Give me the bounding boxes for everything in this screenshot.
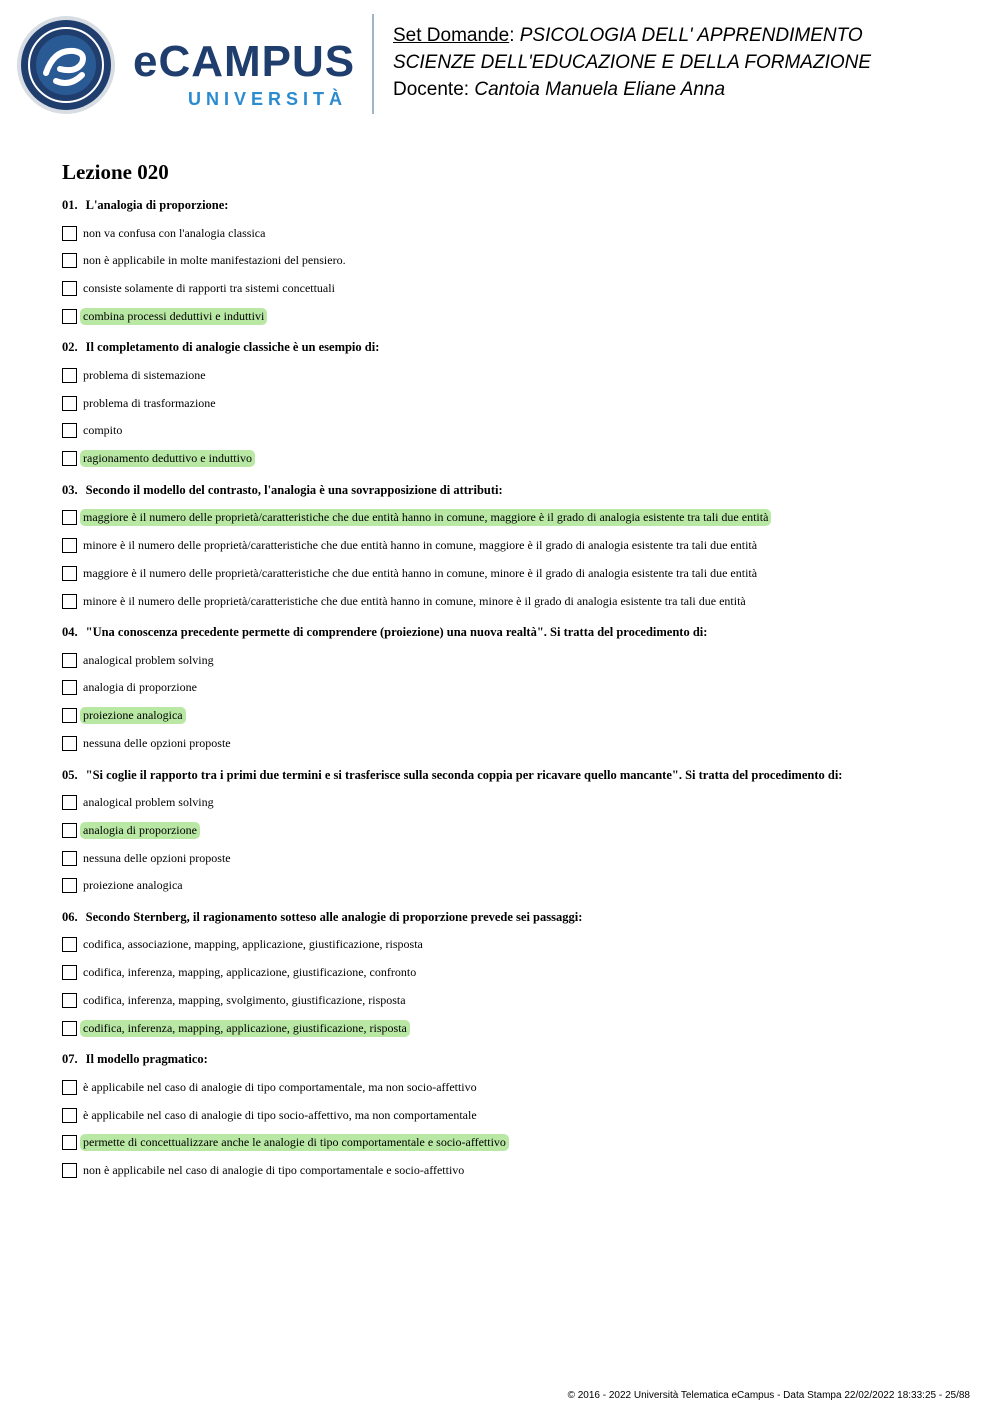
answer-option[interactable] — [62, 508, 962, 528]
answer-checkbox[interactable] — [62, 736, 77, 751]
header-info: Set Domande: PSICOLOGIA DELL' APPRENDIMENTO SCIENZE DELL'EDUCAZIONE E DELLA FORMAZIONE Docente: Cantoia Manuela Eliane Anna — [393, 25, 872, 100]
question-number: 06. — [62, 909, 78, 924]
question-text — [62, 197, 962, 213]
lesson-title: Lezione 020 — [62, 160, 169, 184]
question-number: 07. — [62, 1052, 78, 1067]
question-number: 03. — [62, 482, 78, 497]
page-footer: © 2016 - 2022 Università Telematica eCampus - Data Stampa 22/02/2022 18:33:25 - 25/88 — [567, 1390, 970, 1401]
question-number: 02. — [62, 340, 78, 355]
question-text — [62, 339, 962, 355]
answer-checkbox[interactable] — [62, 795, 77, 810]
question-text — [62, 482, 962, 498]
docente-label: Docente — [393, 79, 464, 100]
answer-text-correct: codifica, inferenza, mapping, applicazione, giustificazione, risposta — [80, 1020, 410, 1037]
answer-option[interactable] — [62, 991, 962, 1011]
question-label: "Una conoscenza precedente permette di comprendere (proiezione) una nuova realtà". Si tratta del procedimento di: — [85, 625, 708, 640]
question-text — [62, 909, 962, 925]
question-label: Secondo Sternberg, il ragionamento sotteso alle analogie di proporzione prevede sei passaggi: — [85, 909, 583, 924]
answer-checkbox[interactable] — [62, 309, 77, 324]
answer-checkbox[interactable] — [62, 653, 77, 668]
answer-text: analogical problem solving — [83, 795, 214, 810]
question-block — [62, 767, 962, 896]
answer-text: proiezione analogica — [83, 878, 183, 893]
answer-checkbox[interactable] — [62, 423, 77, 438]
answer-text: non è applicabile in molte manifestazioni del pensiero. — [83, 253, 346, 268]
answer-checkbox[interactable] — [62, 937, 77, 952]
answer-text-correct: analogia di proporzione — [80, 822, 200, 839]
ecampus-seal-logo — [16, 15, 116, 115]
answer-text: è applicabile nel caso di analogie di tipo socio-affettivo, ma non comportamentale — [83, 1107, 477, 1122]
answer-option[interactable] — [62, 793, 962, 813]
question-block — [62, 624, 962, 753]
question-text — [62, 624, 962, 640]
answer-option[interactable] — [62, 876, 962, 896]
question-label: Il completamento di analogie classiche è un esempio di: — [85, 340, 380, 355]
answer-text: analogia di proporzione — [83, 680, 197, 695]
question-number: 04. — [62, 625, 78, 640]
answer-text: codifica, inferenza, mapping, svolgimento, giustificazione, risposta — [83, 993, 406, 1008]
set-label: Set Domande — [393, 25, 510, 46]
answer-text: maggiore è il numero delle proprietà/caratteristiche che due entità hanno in comune, minore è il grado di analogia esistente tra tali due entità — [83, 565, 758, 580]
answer-checkbox[interactable] — [62, 993, 77, 1008]
answer-option[interactable] — [62, 678, 962, 698]
answer-checkbox[interactable] — [62, 708, 77, 723]
answer-text-correct: ragionamento deduttivo e induttivo — [80, 450, 255, 467]
question-label: Secondo il modello del contrasto, l'analogia è una sovrapposizione di attributi: — [85, 482, 503, 497]
answer-option[interactable] — [62, 650, 962, 670]
answer-checkbox[interactable] — [62, 510, 77, 525]
question-block — [62, 197, 962, 326]
answer-option[interactable] — [62, 734, 962, 754]
answer-option[interactable] — [62, 591, 962, 611]
question-label: "Si coglie il rapporto tra i primi due termini e si trasferisce sulla seconda coppia per ricavare quello mancante". Si tratta del procedimento di: — [85, 767, 843, 782]
answer-checkbox[interactable] — [62, 281, 77, 296]
answer-option[interactable] — [62, 536, 962, 556]
answer-checkbox[interactable] — [62, 823, 77, 838]
docente-name: Cantoia Manuela Eliane Anna — [474, 79, 726, 100]
program-name: SCIENZE DELL'EDUCAZIONE E DELLA FORMAZIONE — [393, 52, 872, 73]
answer-checkbox[interactable] — [62, 1080, 77, 1095]
answer-checkbox[interactable] — [62, 1021, 77, 1036]
question-text — [62, 767, 962, 783]
page-header — [0, 0, 1000, 130]
question-block — [62, 482, 962, 611]
question-block — [62, 339, 962, 468]
answer-checkbox[interactable] — [62, 851, 77, 866]
answer-text: codifica, associazione, mapping, applicazione, giustificazione, risposta — [83, 937, 423, 952]
question-block — [62, 1051, 962, 1180]
answer-checkbox[interactable] — [62, 1163, 77, 1178]
answer-checkbox[interactable] — [62, 253, 77, 268]
answer-text: nessuna delle opzioni proposte — [83, 850, 231, 865]
answer-text: è applicabile nel caso di analogie di tipo comportamentale, ma non socio-affettivo — [83, 1079, 477, 1094]
answer-option[interactable] — [62, 223, 962, 243]
answer-option[interactable] — [62, 1077, 962, 1097]
answer-text: consiste solamente di rapporti tra sistemi concettuali — [83, 281, 335, 296]
brand-name: eCAMPUS — [133, 37, 356, 86]
question-label: Il modello pragmatico: — [85, 1052, 208, 1067]
answer-text: non va confusa con l'analogia classica — [83, 225, 266, 240]
answer-checkbox[interactable] — [62, 368, 77, 383]
answer-option[interactable] — [62, 820, 962, 840]
answer-text: problema di trasformazione — [83, 395, 216, 410]
answer-text: codifica, inferenza, mapping, applicazione, giustificazione, confronto — [83, 965, 417, 980]
answer-option[interactable] — [62, 421, 962, 441]
answer-checkbox[interactable] — [62, 965, 77, 980]
answer-checkbox[interactable] — [62, 878, 77, 893]
answer-checkbox[interactable] — [62, 1135, 77, 1150]
answer-option[interactable] — [62, 1133, 962, 1153]
answer-option[interactable] — [62, 365, 962, 385]
answer-checkbox[interactable] — [62, 226, 77, 241]
answer-option[interactable] — [62, 935, 962, 955]
answer-option[interactable] — [62, 1161, 962, 1181]
answer-text: nessuna delle opzioni proposte — [83, 736, 231, 751]
answer-text-correct: combina processi deduttivi e induttivi — [80, 308, 267, 325]
answer-checkbox[interactable] — [62, 680, 77, 695]
answer-text: compito — [83, 423, 123, 438]
answer-checkbox[interactable] — [62, 451, 77, 466]
answer-checkbox[interactable] — [62, 538, 77, 553]
question-number: 05. — [62, 767, 78, 782]
question-block — [62, 909, 962, 1038]
answer-option[interactable] — [62, 393, 962, 413]
answer-option[interactable] — [62, 279, 962, 299]
question-set — [62, 160, 962, 1194]
answer-option[interactable] — [62, 449, 962, 469]
answer-text: non è applicabile nel caso di analogie di tipo comportamentale e socio-affettivo — [83, 1163, 465, 1178]
answer-text: minore è il numero delle proprietà/caratteristiche che due entità hanno in comune, maggiore è il grado di analogia esistente tra tali due entità — [83, 538, 758, 553]
answer-text-correct: maggiore è il numero delle proprietà/caratteristiche che due entità hanno in comune, maggiore è il grado di analogia esistente tra tali due entità — [80, 509, 771, 526]
answer-text-correct: permette di concettualizzare anche le analogie di tipo comportamentale e socio-affettivo — [80, 1134, 509, 1151]
course-name: PSICOLOGIA DELL' APPRENDIMENTO — [519, 25, 863, 46]
answer-option[interactable] — [62, 706, 962, 726]
answer-checkbox[interactable] — [62, 594, 77, 609]
answer-option[interactable] — [62, 1018, 962, 1038]
question-number: 01. — [62, 198, 78, 212]
answer-text: analogical problem solving — [83, 652, 214, 667]
answer-text: problema di sistemazione — [83, 367, 206, 382]
header-divider — [372, 14, 374, 114]
answer-option[interactable] — [62, 306, 962, 326]
answer-option[interactable] — [62, 251, 962, 271]
answer-checkbox[interactable] — [62, 396, 77, 411]
question-text — [62, 1051, 962, 1067]
question-list — [62, 197, 962, 1181]
question-label: L'analogia di proporzione: — [85, 198, 229, 212]
brand-subtitle: UNIVERSITÀ — [188, 89, 348, 109]
answer-text: minore è il numero delle proprietà/caratteristiche che due entità hanno in comune, minore è il grado di analogia esistente tra tali due entità — [83, 593, 746, 608]
answer-option[interactable] — [62, 563, 962, 583]
answer-checkbox[interactable] — [62, 566, 77, 581]
answer-option[interactable] — [62, 1105, 962, 1125]
answer-text-correct: proiezione analogica — [80, 707, 186, 724]
answer-option[interactable] — [62, 963, 962, 983]
answer-option[interactable] — [62, 848, 962, 868]
answer-checkbox[interactable] — [62, 1108, 77, 1123]
